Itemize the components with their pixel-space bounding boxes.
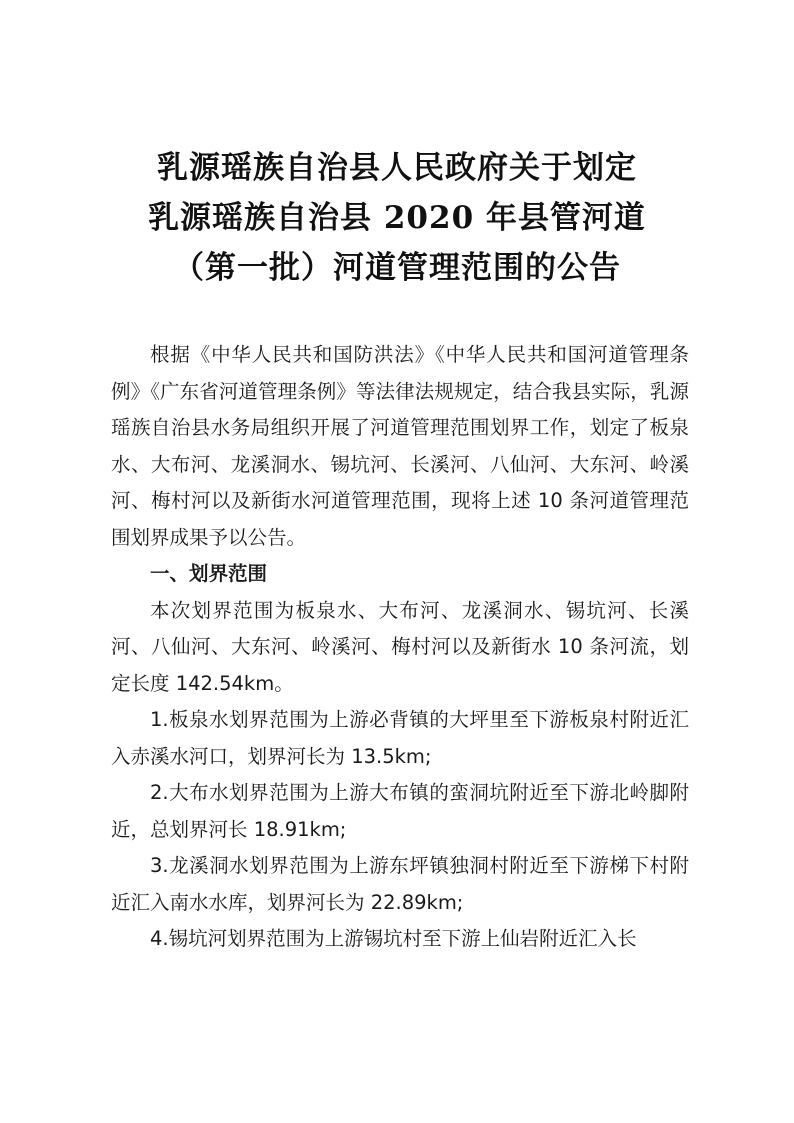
document-title-line-2: 乳源瑶族自治县 2020 年县管河道 <box>148 200 646 236</box>
list-item: 3.龙溪洞水划界范围为上游东坪镇独洞村附近至下游梯下村附近汇入南水水库，划界河长为 22.89km; <box>111 854 689 914</box>
section-summary-paragraph: 本次划界范围为板泉水、大布河、龙溪洞水、锡坑河、长溪河、八仙河、大东河、岭溪河、梅村河以及新街水 10 条河流，划定长度 142.54km。 <box>111 598 689 695</box>
list-item: 2.大布水划界范围为上游大布镇的蛮洞坑附近至下游北岭脚附近，总划界河长 18.91km; <box>111 781 689 841</box>
document-title-line-3: （第一批）河道管理范围的公告 <box>173 250 621 286</box>
document-title-line-1: 乳源瑶族自治县人民政府关于划定 <box>157 150 637 186</box>
list-item: 1.板泉水划界范围为上游必背镇的大坪里至下游板泉村附近汇入赤溪水河口，划界河长为 13.5km; <box>111 708 689 768</box>
list-item: 4.锡坑河划界范围为上游锡坑村至下游上仙岩附近汇入长 <box>150 927 637 950</box>
document-body <box>111 337 689 958</box>
section-heading: 一、划界范围 <box>150 562 268 585</box>
intro-paragraph: 根据《中华人民共和国防洪法》《中华人民共和国河道管理条例》《广东省河道管理条例》等法律法规规定，结合我县实际，乳源瑶族自治县水务局组织开展了河道管理范围划界工作，划定了板泉水、大布河、龙溪洞水、锡坑河、长溪河、八仙河、大东河、岭溪河、梅村河以及新街水河道管理范围，现将上述 10 条河道管理范围划界成果予以公告。 <box>111 343 689 549</box>
